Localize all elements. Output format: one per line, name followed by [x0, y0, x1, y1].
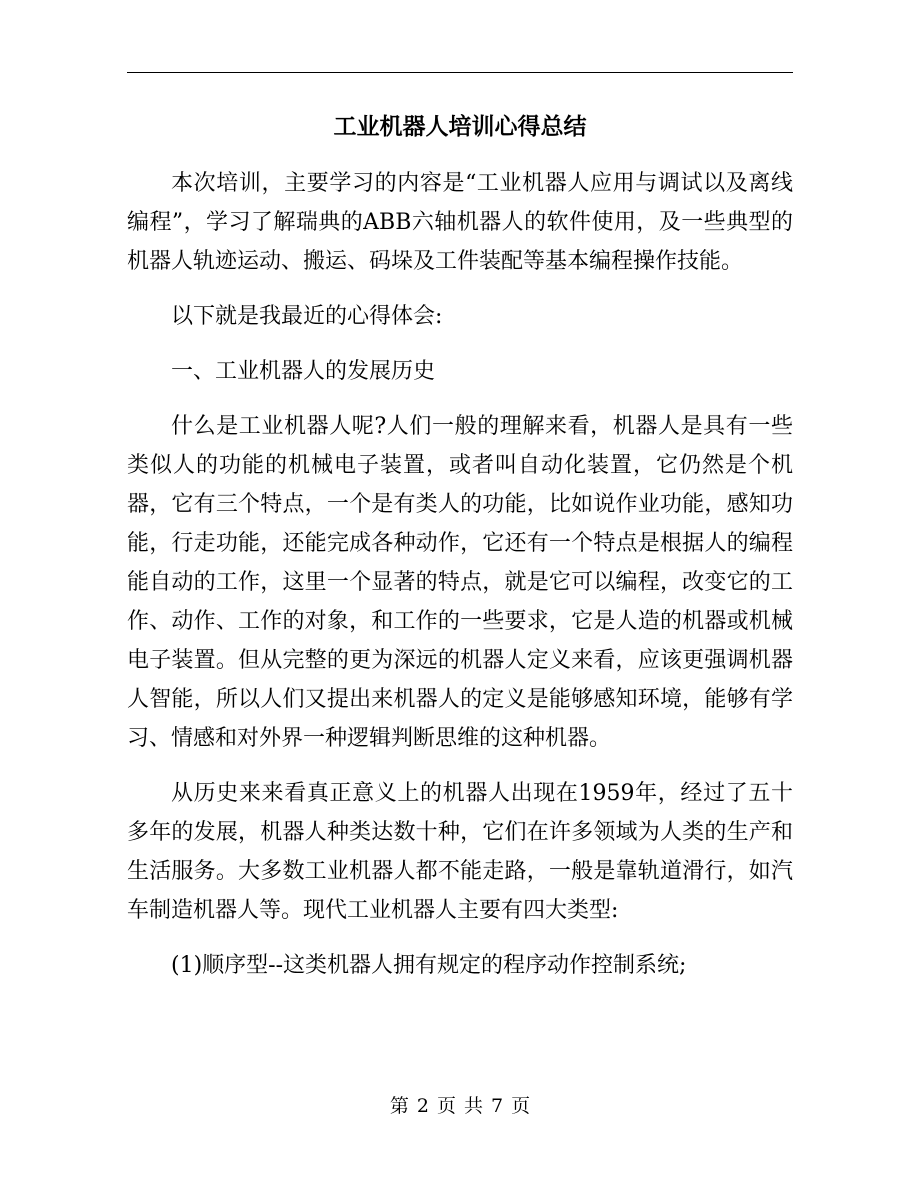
- paragraph-intro: 本次培训，主要学习的内容是“工业机器人应用与调试以及离线编程”，学习了解瑞典的ABB六轴机器人的软件使用，及一些典型的机器人轨迹运动、搬运、码垛及工件装配等基本编程操作技能。: [127, 171, 793, 274]
- paragraph-lead-in: 以下就是我最近的心得体会:: [171, 304, 443, 329]
- header-rule: [127, 72, 793, 73]
- paragraph-definition: 什么是工业机器人呢?人们一般的理解来看，机器人是具有一些类似人的功能的机械电子装置，或者叫自动化装置，它仍然是个机器，它有三个特点，一个是有类人的功能，比如说作业功能，感知功能，行走功能，还能完成各种动作，它还有一个特点是根据人的编程能自动的工作，这里一个显著的特点，就是它可以编程，改变它的工作、动作、工作的对象，和工作的一些要求，它是人造的机器或机械电子装置。但从完整的更为深远的机器人定义来看，应该更强调机器人智能，所以人们又提出来机器人的定义是能够感知环境，能够有学习、情感和对外界一种逻辑判断思维的这种机器。: [127, 414, 793, 751]
- document-body: [127, 164, 793, 1001]
- paragraph-history: 从历史来来看真正意义上的机器人出现在1959年，经过了五十多年的发展，机器人种类达数十种，它们在许多领域为人类的生产和生活服务。大多数工业机器人都不能走路，一般是靠轨道滑行，如汽车制造机器人等。现代工业机器人主要有四大类型:: [127, 781, 793, 923]
- document-title: 工业机器人培训心得总结: [333, 113, 587, 140]
- list-item-sequential-type: (1)顺序型--这类机器人拥有规定的程序动作控制系统;: [171, 953, 687, 978]
- page-number-footer: 第 2 页 共 7 页: [389, 1095, 531, 1117]
- section-heading-history: 一、工业机器人的发展历史: [171, 359, 436, 384]
